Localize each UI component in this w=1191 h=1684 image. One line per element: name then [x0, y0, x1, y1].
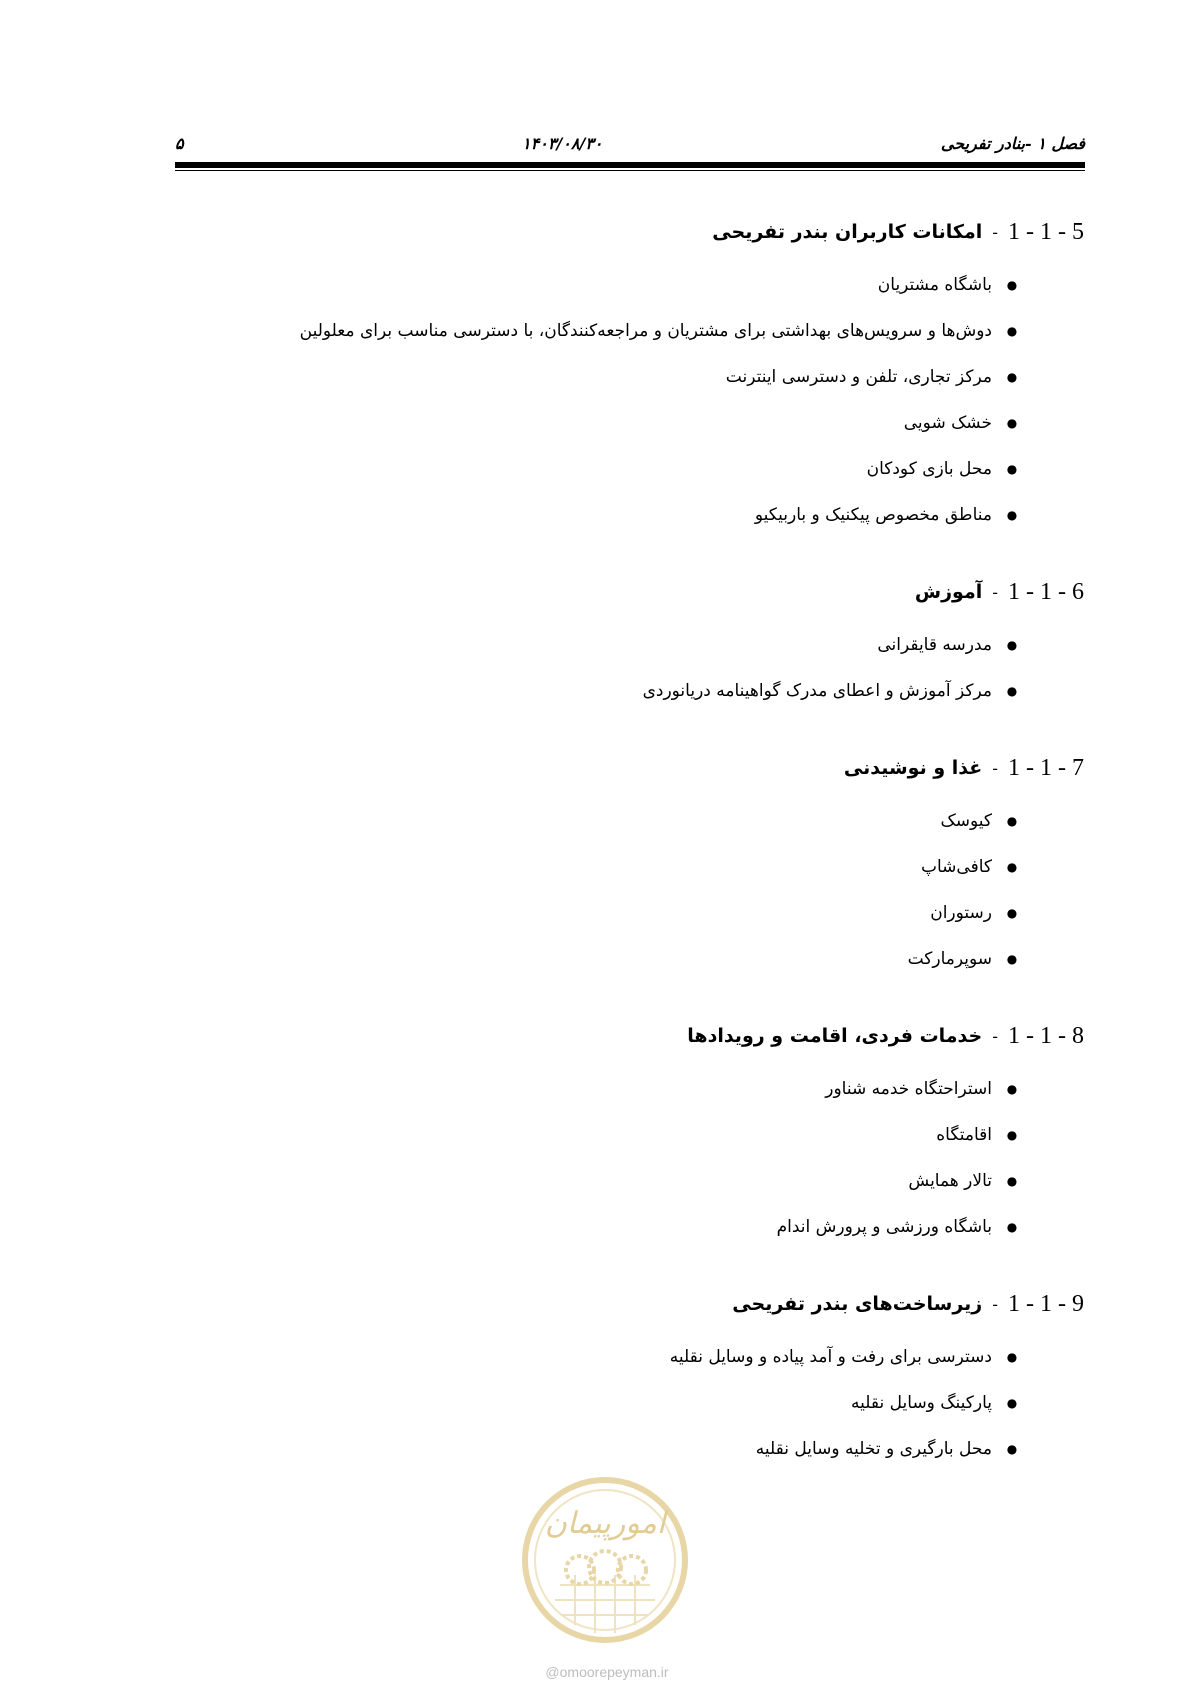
list-item-text: مرکز آموزش و اعطای مدرک گواهینامه دریانوردی [642, 681, 992, 701]
bullet-icon: ● [1006, 1350, 1018, 1364]
bullet-icon: ● [1006, 952, 1018, 966]
section-heading [184, 1284, 1084, 1324]
list-item-text: کافی‌شاپ [921, 857, 992, 877]
list-item [184, 798, 1084, 844]
list-item-text: محل بارگیری و تخلیه وسایل نقلیه [755, 1439, 992, 1459]
heading-dash: - [992, 1294, 999, 1314]
list-item [184, 1158, 1084, 1204]
section-number: 1 - 1 - 9 [1008, 1290, 1084, 1317]
list-item-text: مدرسه قایقرانی [877, 635, 992, 655]
section-1-1-7 [184, 748, 1084, 982]
header-date: ۱۴۰۳/۰۸/۳۰ [522, 133, 603, 153]
watermark-logo-text: امورپیمان [544, 1506, 666, 1541]
watermark-site: @omoorepeyman.ir [545, 1664, 669, 1680]
watermark-logo-icon [520, 1475, 690, 1645]
list-item-text: باشگاه مشتریان [877, 275, 992, 295]
heading-dash: - [992, 1026, 999, 1046]
bullet-icon: ● [1006, 638, 1018, 652]
section-number: 1 - 1 - 8 [1008, 1022, 1084, 1049]
bullet-list [184, 798, 1084, 982]
header-rule-thick [175, 162, 1085, 168]
list-item-text: باشگاه ورزشی و پرورش اندام [776, 1217, 992, 1237]
heading-dash: - [992, 758, 999, 778]
bullet-list [184, 622, 1084, 714]
list-item-text: استراحتگاه خدمه شناور [825, 1079, 992, 1099]
bullet-icon: ● [1006, 906, 1018, 920]
list-item [184, 1204, 1084, 1250]
bullet-list [184, 1334, 1084, 1472]
header-rule-thin [175, 170, 1085, 171]
list-item-text: دوش‌ها و سرویس‌های بهداشتی برای مشتریان و مراجعه‌کنندگان، با دسترسی مناسب برای معلولین [299, 321, 992, 341]
list-item [184, 1380, 1084, 1426]
chapter-title: فصل ۱ -بنادر تفریحی [940, 133, 1085, 153]
list-item-text: محل بازی کودکان [866, 459, 992, 479]
list-item-text: اقامتگاه [936, 1125, 992, 1145]
bullet-list [184, 262, 1084, 538]
list-item [184, 446, 1084, 492]
bullet-icon: ● [1006, 1396, 1018, 1410]
section-heading [184, 572, 1084, 612]
bullet-icon: ● [1006, 1442, 1018, 1456]
section-1-1-8 [184, 1016, 1084, 1250]
heading-dash: - [992, 222, 999, 242]
bullet-icon: ● [1006, 324, 1018, 338]
list-item-text: رستوران [930, 903, 992, 923]
section-1-1-6 [184, 572, 1084, 714]
section-title: زیرساخت‌های بندر تفریحی [732, 1293, 983, 1315]
list-item [184, 1112, 1084, 1158]
list-item-text: تالار همایش [908, 1171, 992, 1191]
bullet-icon: ● [1006, 416, 1018, 430]
list-item [184, 308, 1084, 354]
list-item-text: مرکز تجاری، تلفن و دسترسی اینترنت [725, 367, 992, 387]
section-1-1-9 [184, 1284, 1084, 1472]
bullet-icon: ● [1006, 684, 1018, 698]
bullet-list [184, 1066, 1084, 1250]
list-item [184, 668, 1084, 714]
list-item-text: خشک شویی [903, 413, 992, 433]
section-heading [184, 748, 1084, 788]
section-number: 1 - 1 - 6 [1008, 578, 1084, 605]
list-item-text: سوپرمارکت [907, 949, 992, 969]
list-item [184, 1066, 1084, 1112]
section-number: 1 - 1 - 5 [1008, 218, 1084, 245]
section-title: امکانات کاربران بندر تفریحی [712, 221, 983, 243]
bullet-icon: ● [1006, 860, 1018, 874]
list-item [184, 890, 1084, 936]
bullet-icon: ● [1006, 462, 1018, 476]
section-title: آموزش [914, 581, 983, 603]
section-number: 1 - 1 - 7 [1008, 754, 1084, 781]
bullet-icon: ● [1006, 508, 1018, 522]
page-header [175, 130, 1085, 156]
list-item-text: پارکینگ وسایل نقلیه [851, 1393, 992, 1413]
bullet-icon: ● [1006, 1128, 1018, 1142]
section-title: غذا و نوشیدنی [843, 757, 983, 779]
bullet-icon: ● [1006, 278, 1018, 292]
list-item [184, 400, 1084, 446]
list-item [184, 936, 1084, 982]
list-item [184, 1334, 1084, 1380]
bullet-icon: ● [1006, 1082, 1018, 1096]
list-item [184, 1426, 1084, 1472]
watermark-logo [520, 1475, 690, 1645]
list-item [184, 844, 1084, 890]
document-body [184, 212, 1084, 1506]
heading-dash: - [992, 582, 999, 602]
page-number: ۵ [175, 133, 184, 153]
list-item-text: کیوسک [940, 811, 992, 831]
section-title: خدمات فردی، اقامت و رویدادها [687, 1025, 983, 1047]
section-heading [184, 1016, 1084, 1056]
list-item [184, 262, 1084, 308]
list-item-text: مناطق مخصوص پیکنیک و باربیکیو [754, 505, 992, 525]
bullet-icon: ● [1006, 1220, 1018, 1234]
bullet-icon: ● [1006, 814, 1018, 828]
list-item-text: دسترسی برای رفت و آمد پیاده و وسایل نقلیه [669, 1347, 992, 1367]
list-item [184, 492, 1084, 538]
bullet-icon: ● [1006, 370, 1018, 384]
list-item [184, 354, 1084, 400]
section-1-1-5 [184, 212, 1084, 538]
list-item [184, 622, 1084, 668]
bullet-icon: ● [1006, 1174, 1018, 1188]
section-heading [184, 212, 1084, 252]
